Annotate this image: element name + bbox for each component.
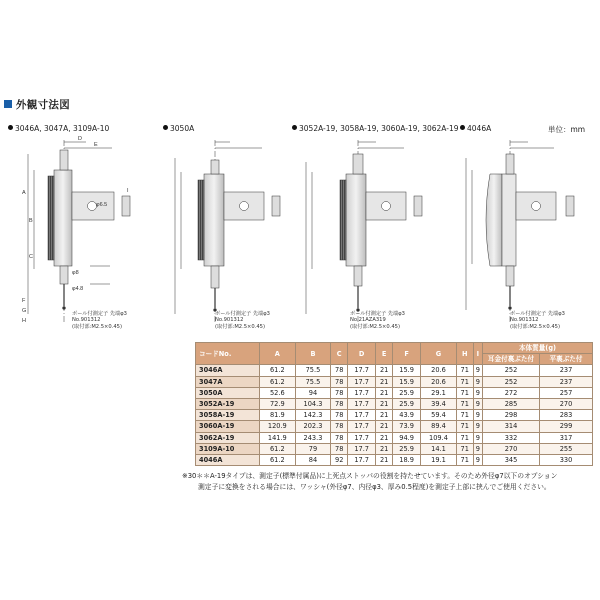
cell-value: 71 xyxy=(456,398,473,409)
svg-text:φ4.8: φ4.8 xyxy=(72,286,84,292)
cell-value: 61.2 xyxy=(260,443,296,454)
cell-value: 72.9 xyxy=(260,398,296,409)
svg-text:H: H xyxy=(22,318,26,324)
table-row xyxy=(196,421,593,432)
cell-value: 21 xyxy=(376,365,393,376)
cell-value: 142.3 xyxy=(295,410,331,421)
col-header-E: E xyxy=(376,343,393,365)
bullet-icon xyxy=(8,125,13,130)
cell-value: 270 xyxy=(540,398,593,409)
cell-value: 9 xyxy=(473,398,482,409)
cell-value: 20.6 xyxy=(421,376,457,387)
cell-value: 257 xyxy=(540,387,593,398)
col-header-A: A xyxy=(260,343,296,365)
col-header-H: H xyxy=(456,343,473,365)
col-header-F: F xyxy=(393,343,421,365)
col-header-mass-flat: 平裏ぶた付 xyxy=(540,354,593,365)
cell-value: 89.4 xyxy=(421,421,457,432)
svg-text:F: F xyxy=(22,298,26,304)
cell-code: 3047A xyxy=(196,376,260,387)
cell-value: 21 xyxy=(376,443,393,454)
cell-value: 9 xyxy=(473,365,482,376)
cell-value: 78 xyxy=(331,398,348,409)
cell-value: 202.3 xyxy=(295,421,331,432)
cell-value: 330 xyxy=(540,454,593,465)
svg-text:C: C xyxy=(29,254,33,260)
cell-value: 237 xyxy=(540,376,593,387)
cell-value: 299 xyxy=(540,421,593,432)
cell-value: 109.4 xyxy=(421,432,457,443)
cell-value: 19.1 xyxy=(421,454,457,465)
bullet-icon xyxy=(460,125,465,130)
col-header-mass-group: 本体質量(g) xyxy=(483,343,593,354)
cell-value: 243.3 xyxy=(295,432,331,443)
svg-text:I: I xyxy=(127,188,129,194)
model-caption-4: 4046A xyxy=(460,124,491,133)
cell-value: 17.7 xyxy=(348,454,376,465)
svg-text:A: A xyxy=(22,190,26,196)
cell-value: 81.9 xyxy=(260,410,296,421)
footnote xyxy=(182,471,597,493)
cell-value: 61.2 xyxy=(260,365,296,376)
cell-value: 21 xyxy=(376,410,393,421)
cell-value: 120.9 xyxy=(260,421,296,432)
cell-value: 285 xyxy=(483,398,540,409)
cell-code: 4046A xyxy=(196,454,260,465)
cell-value: 75.5 xyxy=(295,376,331,387)
cell-value: 17.7 xyxy=(348,398,376,409)
cell-value: 94.9 xyxy=(393,432,421,443)
svg-text:D: D xyxy=(78,136,82,142)
cell-value: 21 xyxy=(376,398,393,409)
cell-value: 21 xyxy=(376,421,393,432)
bullet-icon xyxy=(163,125,168,130)
footnote-line-2: 測定子に変換をされる場合には、ワッシャ(外径φ7、内径φ3、厚み0.5程度)を測定子上部に挟んでご使用ください。 xyxy=(198,483,551,491)
svg-text:φ6.5: φ6.5 xyxy=(96,202,108,208)
cell-value: 25.9 xyxy=(393,443,421,454)
cell-value: 17.7 xyxy=(348,387,376,398)
table-row xyxy=(196,454,593,465)
cell-value: 71 xyxy=(456,410,473,421)
drawing-3050A xyxy=(175,140,280,324)
drawing-3052A-19 xyxy=(306,140,422,324)
col-header-D: D xyxy=(348,343,376,365)
bullet-icon xyxy=(292,125,297,130)
svg-text:φ8: φ8 xyxy=(72,270,79,276)
cell-value: 17.7 xyxy=(348,365,376,376)
cell-value: 71 xyxy=(456,387,473,398)
cell-value: 17.7 xyxy=(348,376,376,387)
cell-value: 104.3 xyxy=(295,398,331,409)
cell-value: 78 xyxy=(331,421,348,432)
section-marker-icon xyxy=(4,100,12,108)
cell-value: 73.9 xyxy=(393,421,421,432)
cell-value: 141.9 xyxy=(260,432,296,443)
cell-value: 61.2 xyxy=(260,376,296,387)
cell-value: 25.9 xyxy=(393,387,421,398)
cell-value: 9 xyxy=(473,387,482,398)
cell-value: 9 xyxy=(473,410,482,421)
cell-code: 3046A xyxy=(196,365,260,376)
col-header-G: G xyxy=(421,343,457,365)
cell-value: 39.4 xyxy=(421,398,457,409)
cell-value: 252 xyxy=(483,376,540,387)
cell-value: 272 xyxy=(483,387,540,398)
cell-value: 15.9 xyxy=(393,376,421,387)
cell-code: 3060A-19 xyxy=(196,421,260,432)
cell-code: 3062A-19 xyxy=(196,432,260,443)
model-caption-2: 3050A xyxy=(163,124,194,133)
cell-value: 43.9 xyxy=(393,410,421,421)
cell-value: 15.9 xyxy=(393,365,421,376)
cell-value: 71 xyxy=(456,454,473,465)
dimension-drawings xyxy=(20,134,595,334)
table-row xyxy=(196,398,593,409)
cell-value: 78 xyxy=(331,432,348,443)
cell-value: 79 xyxy=(295,443,331,454)
cell-value: 78 xyxy=(331,410,348,421)
table-row xyxy=(196,443,593,454)
table-row xyxy=(196,376,593,387)
cell-value: 17.7 xyxy=(348,410,376,421)
table-row xyxy=(196,432,593,443)
spec-table xyxy=(195,342,593,466)
drawing-3046A-labels xyxy=(22,136,129,324)
col-header-I: I xyxy=(473,343,482,365)
cell-value: 92 xyxy=(331,454,348,465)
cell-value: 21 xyxy=(376,387,393,398)
cell-value: 17.7 xyxy=(348,421,376,432)
cell-value: 78 xyxy=(331,387,348,398)
cell-value: 71 xyxy=(456,376,473,387)
cell-value: 94 xyxy=(295,387,331,398)
cell-value: 18.9 xyxy=(393,454,421,465)
cell-value: 52.6 xyxy=(260,387,296,398)
cell-value: 21 xyxy=(376,376,393,387)
table-row xyxy=(196,365,593,376)
cell-value: 78 xyxy=(331,365,348,376)
cell-value: 317 xyxy=(540,432,593,443)
col-header-C: C xyxy=(331,343,348,365)
drawing-4046A xyxy=(466,140,574,324)
cell-value: 237 xyxy=(540,365,593,376)
cell-code: 3050A xyxy=(196,387,260,398)
cell-value: 17.7 xyxy=(348,443,376,454)
cell-value: 84 xyxy=(295,454,331,465)
cell-code: 3109A-10 xyxy=(196,443,260,454)
cell-value: 345 xyxy=(483,454,540,465)
cell-value: 255 xyxy=(540,443,593,454)
cell-value: 21 xyxy=(376,454,393,465)
probe-note-3: ボール付測定子 先端φ3 No.21AZA319 (取付部:M2.5×0.45) xyxy=(350,311,405,330)
cell-code: 3058A-19 xyxy=(196,410,260,421)
col-header-code: コードNo. xyxy=(196,343,260,365)
cell-code: 3052A-19 xyxy=(196,398,260,409)
table-row xyxy=(196,410,593,421)
cell-value: 78 xyxy=(331,443,348,454)
cell-value: 298 xyxy=(483,410,540,421)
cell-value: 20.6 xyxy=(421,365,457,376)
cell-value: 17.7 xyxy=(348,432,376,443)
cell-value: 75.5 xyxy=(295,365,331,376)
cell-value: 29.1 xyxy=(421,387,457,398)
cell-value: 14.1 xyxy=(421,443,457,454)
cell-value: 71 xyxy=(456,443,473,454)
cell-value: 332 xyxy=(483,432,540,443)
footnote-line-1: ※30＊＊A-19タイプは、測定子(標準付属品)に上死点ストッパの役割を持たせています。そのため外径φ7以下のオプション xyxy=(182,472,558,480)
cell-value: 9 xyxy=(473,443,482,454)
col-header-mass-lug: 耳金付裏ぶた付 xyxy=(483,354,540,365)
unit-label: 単位：mm xyxy=(548,125,586,134)
table-row xyxy=(196,387,593,398)
cell-value: 71 xyxy=(456,421,473,432)
cell-value: 25.9 xyxy=(393,398,421,409)
col-header-B: B xyxy=(295,343,331,365)
cell-value: 252 xyxy=(483,365,540,376)
model-caption-1: 3046A, 3047A, 3109A-10 xyxy=(8,124,109,133)
cell-value: 270 xyxy=(483,443,540,454)
svg-text:E: E xyxy=(94,142,98,148)
cell-value: 21 xyxy=(376,432,393,443)
cell-value: 59.4 xyxy=(421,410,457,421)
cell-value: 283 xyxy=(540,410,593,421)
section-heading xyxy=(4,97,70,111)
cell-value: 9 xyxy=(473,454,482,465)
model-caption-3: 3052A-19, 3058A-19, 3060A-19, 3062A-19 xyxy=(292,124,459,133)
cell-value: 9 xyxy=(473,421,482,432)
cell-value: 78 xyxy=(331,376,348,387)
drawing-3046A xyxy=(28,140,130,324)
probe-note-1: ボール付測定子 先端φ3 No.901312 (取付部:M2.5×0.45) xyxy=(72,311,127,330)
probe-note-4: ボール付測定子 先端φ3 No.901312 (取付部:M2.5×0.45) xyxy=(510,311,565,330)
svg-text:G: G xyxy=(22,308,27,314)
probe-note-2: ボール付測定子 先端φ3 No.901312 (取付部:M2.5×0.45) xyxy=(215,311,270,330)
cell-value: 71 xyxy=(456,365,473,376)
cell-value: 314 xyxy=(483,421,540,432)
svg-text:B: B xyxy=(29,218,33,224)
cell-value: 9 xyxy=(473,432,482,443)
cell-value: 9 xyxy=(473,376,482,387)
section-title: 外観寸法図 xyxy=(16,98,70,111)
cell-value: 61.2 xyxy=(260,454,296,465)
cell-value: 71 xyxy=(456,432,473,443)
